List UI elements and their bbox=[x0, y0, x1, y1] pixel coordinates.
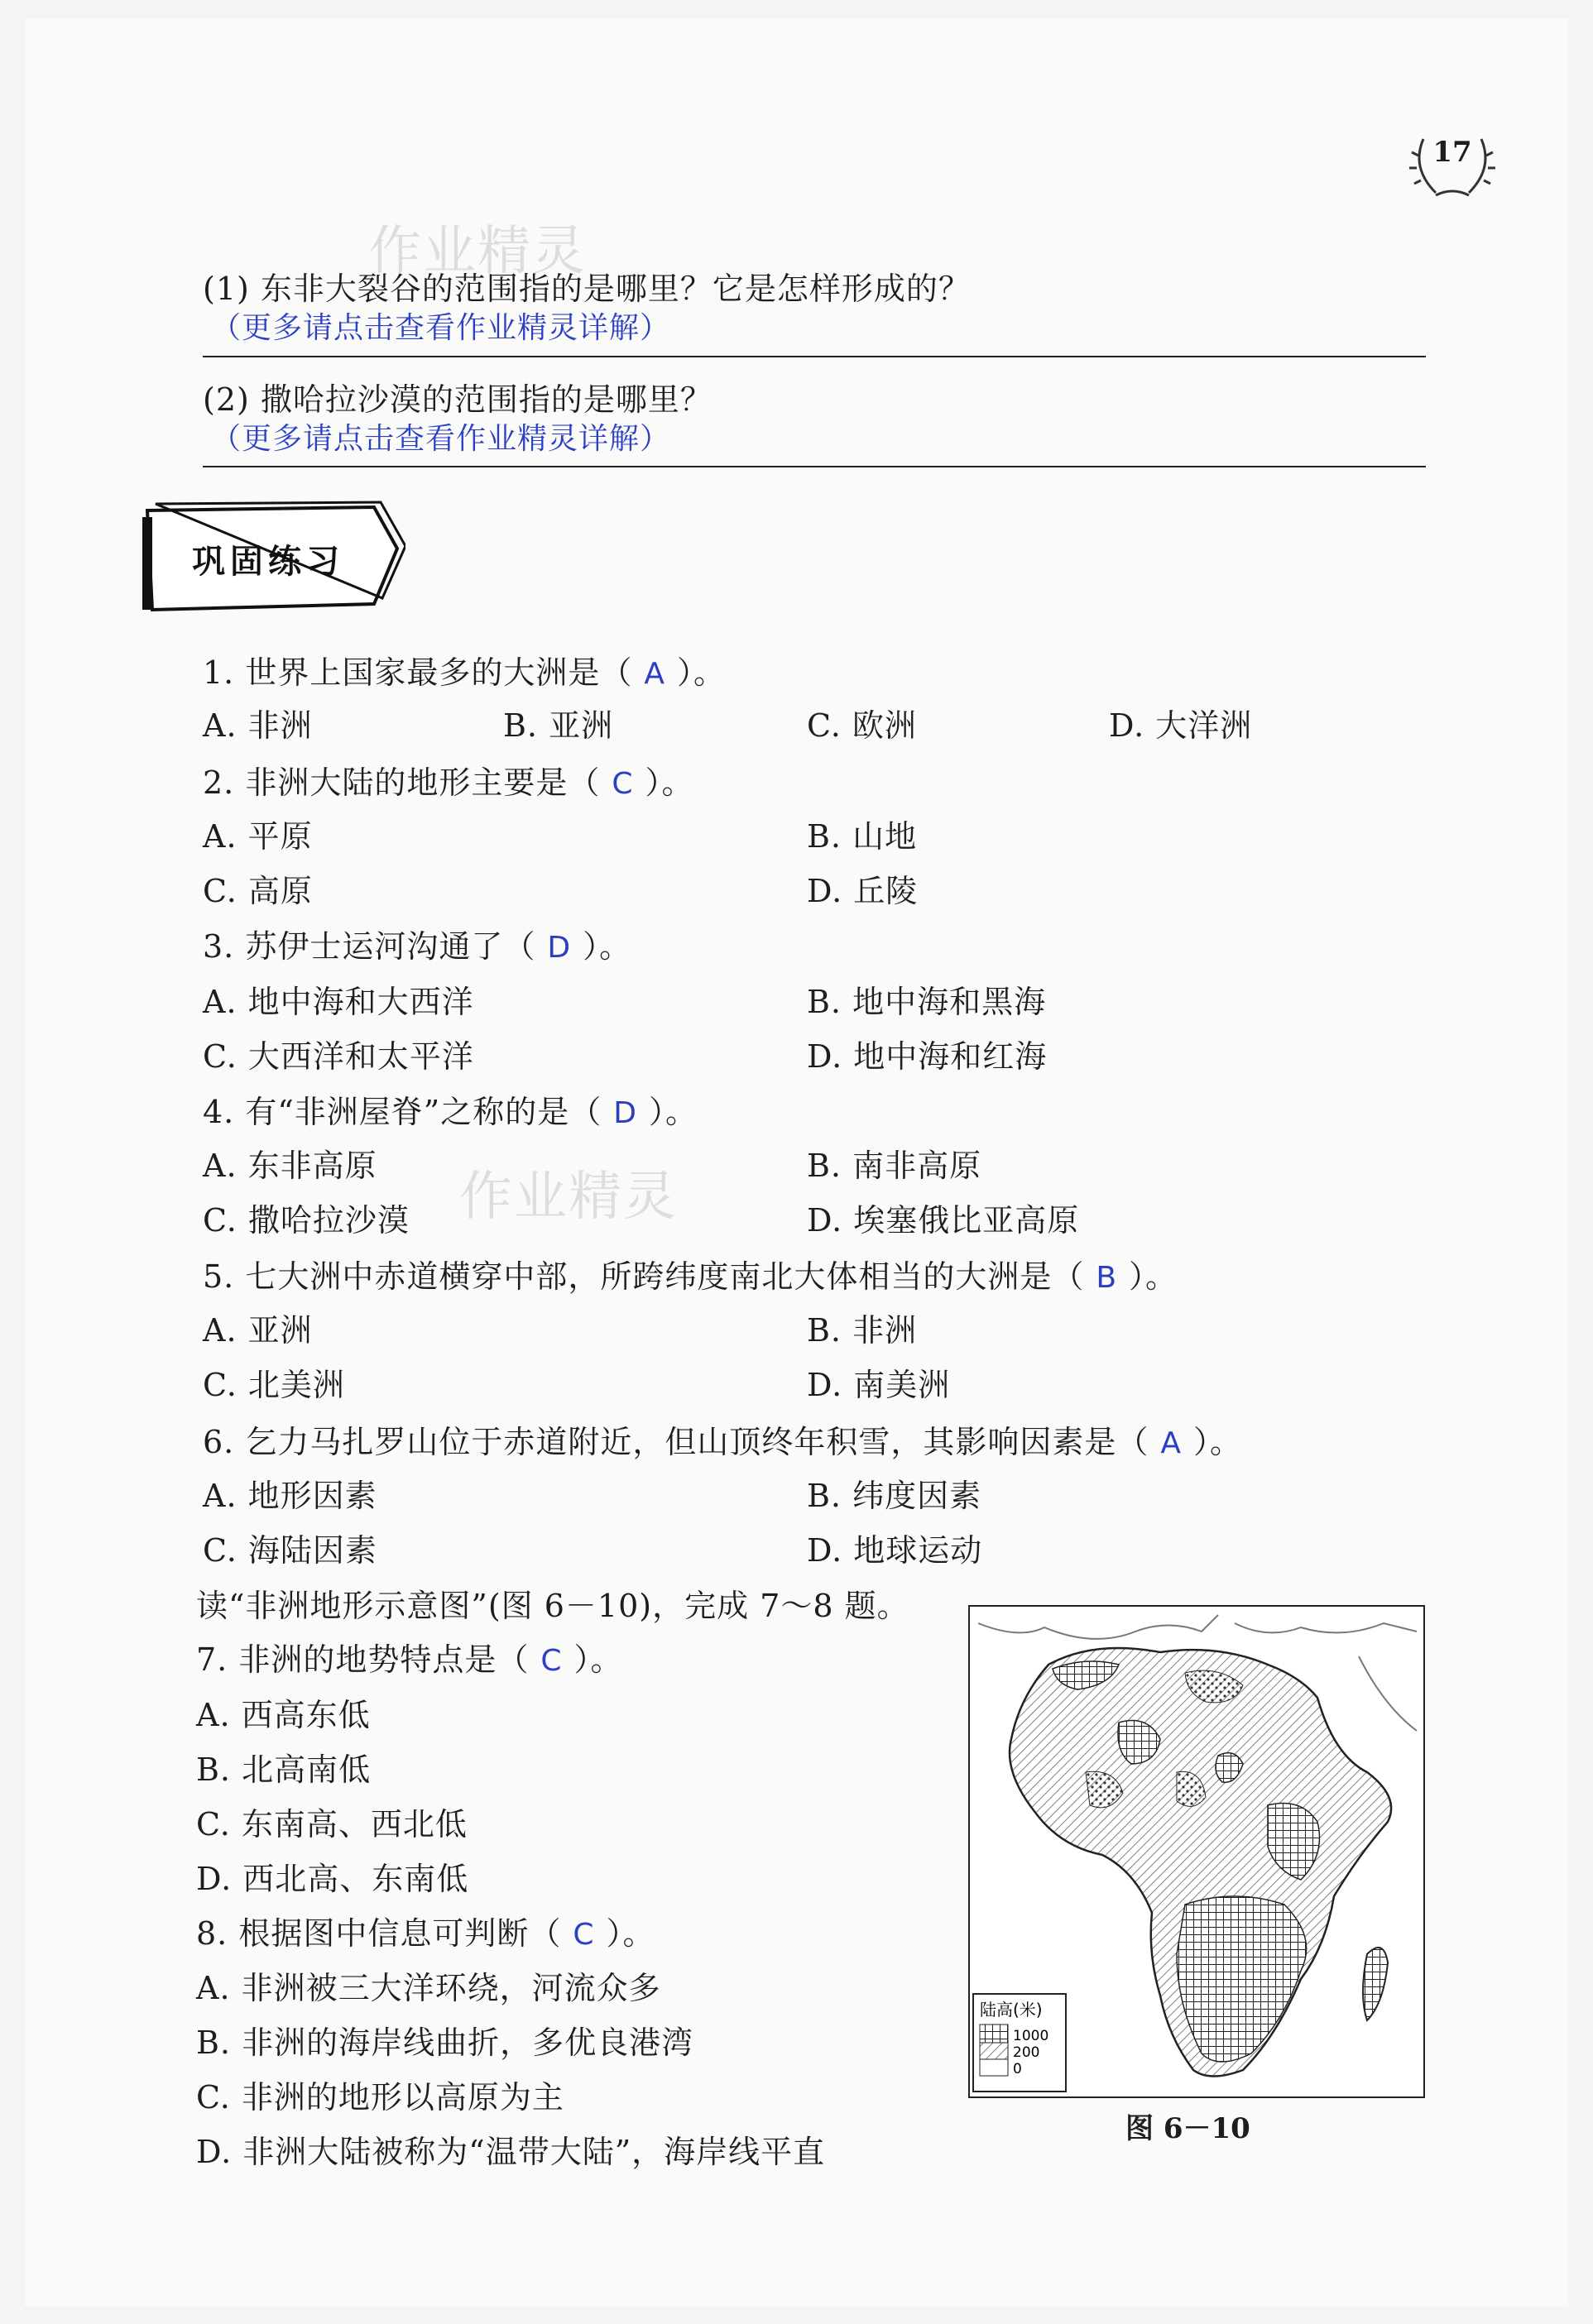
question-1-option: D. 大洋洲 bbox=[1109, 707, 1253, 744]
question-text-end: ）。 bbox=[645, 764, 694, 801]
question-4-option: B. 南非高原 bbox=[807, 1148, 982, 1184]
question-text: 6. 乞力马扎罗山位于赤道附近，但山顶终年积雪，其影响因素是（ bbox=[203, 1424, 1149, 1460]
question-2-option: C. 高原 bbox=[203, 873, 313, 909]
question-3-stem bbox=[203, 921, 631, 966]
legend-title: 陆高(米) bbox=[980, 2000, 1043, 2020]
question-6-option: B. 纬度因素 bbox=[807, 1478, 982, 1514]
africa-map-graphic bbox=[970, 1607, 1423, 2096]
legend-value-1000: 1000 bbox=[1013, 2028, 1049, 2044]
question-text-end: ）。 bbox=[606, 1915, 655, 1952]
q8-option: C. 非洲的地形以高原为主 bbox=[196, 2079, 564, 2116]
question-text: 1. 世界上国家最多的大洲是（ bbox=[203, 654, 633, 691]
question-4-stem bbox=[203, 1086, 698, 1132]
answer-choice: A bbox=[1160, 1426, 1182, 1460]
answer-choice: C bbox=[573, 1918, 595, 1952]
question-6-option: D. 地球运动 bbox=[807, 1532, 983, 1569]
question-1-option: B. 亚洲 bbox=[503, 707, 614, 744]
question-5-option: D. 南美洲 bbox=[807, 1367, 951, 1403]
question-2-stem bbox=[203, 757, 694, 803]
question-text: 5. 七大洲中赤道横穿中部，所跨纬度南北大体相当的大洲是（ bbox=[203, 1258, 1085, 1295]
page-number-badge bbox=[1407, 122, 1498, 205]
question-5-option: B. 非洲 bbox=[807, 1312, 918, 1349]
q8-option: A. 非洲被三大洋环绕，河流众多 bbox=[196, 1970, 661, 2006]
page-number: 17 bbox=[1432, 136, 1472, 169]
watermark: 作业精灵 bbox=[368, 221, 587, 282]
question-text: 7. 非洲的地势特点是（ bbox=[196, 1641, 530, 1678]
question-2-option: D. 丘陵 bbox=[807, 873, 919, 909]
intro-question-2-detail-link[interactable]: （更多请点击查看作业精灵详解） bbox=[211, 422, 671, 456]
question-1-option: A. 非洲 bbox=[203, 707, 313, 744]
question-3-option: C. 大西洋和太平洋 bbox=[203, 1038, 474, 1075]
q7-option: D. 西北高、东南低 bbox=[196, 1861, 469, 1897]
question-4-option: A. 东非高原 bbox=[203, 1148, 377, 1184]
question-3-option: B. 地中海和黑海 bbox=[807, 984, 1047, 1020]
question-text: 2. 非洲大陆的地形主要是（ bbox=[203, 764, 601, 801]
question-3-option: A. 地中海和大西洋 bbox=[203, 984, 474, 1020]
answer-choice: C bbox=[612, 767, 634, 801]
question-text-end: ）。 bbox=[1192, 1424, 1242, 1460]
question-text-end: ）。 bbox=[573, 1641, 623, 1678]
answer-choice: D bbox=[547, 931, 572, 965]
question-2-option: B. 山地 bbox=[807, 818, 918, 855]
question-2-option: A. 平原 bbox=[203, 818, 313, 855]
question-text-end: ）。 bbox=[676, 654, 726, 691]
question-6-option: A. 地形因素 bbox=[203, 1478, 377, 1514]
question-text: 8. 根据图中信息可判断（ bbox=[196, 1915, 562, 1952]
question-text: 3. 苏伊士运河沟通了（ bbox=[203, 928, 536, 965]
intro-question-2: (2) 撒哈拉沙漠的范围指的是哪里？ bbox=[203, 381, 713, 418]
read-prompt: 读“非洲地形示意图”(图 6－10)，完成 7～8 题。 bbox=[196, 1588, 909, 1624]
watermark: 作业精灵 bbox=[459, 1167, 678, 1228]
question-text: 4. 有“非洲屋脊”之称的是（ bbox=[203, 1094, 602, 1130]
section-header bbox=[132, 501, 405, 616]
intro-question-1-detail-link[interactable]: （更多请点击查看作业精灵详解） bbox=[211, 311, 671, 345]
legend-value-200: 200 bbox=[1013, 2044, 1040, 2061]
q7-option: B. 北高南低 bbox=[196, 1751, 372, 1788]
question-text-end: ）。 bbox=[648, 1094, 698, 1130]
question-text-end: ）。 bbox=[1129, 1258, 1178, 1295]
question-6-option: C. 海陆因素 bbox=[203, 1532, 377, 1569]
question-1-stem bbox=[203, 647, 726, 692]
q7-option: A. 西高东低 bbox=[196, 1697, 371, 1733]
question-text-end: ）。 bbox=[583, 928, 632, 965]
question-5-stem bbox=[203, 1251, 1178, 1296]
answer-line bbox=[203, 466, 1426, 467]
question-4-option: C. 撒哈拉沙漠 bbox=[203, 1202, 410, 1239]
question-1-option: C. 欧洲 bbox=[807, 707, 917, 744]
q8-option: D. 非洲大陆被称为“温带大陆”，海岸线平直 bbox=[196, 2134, 826, 2170]
q8-option: B. 非洲的海岸线曲折，多优良港湾 bbox=[196, 2025, 694, 2061]
africa-terrain-map bbox=[968, 1605, 1425, 2098]
answer-line bbox=[203, 356, 1426, 357]
q8-stem bbox=[196, 1908, 655, 1953]
answer-choice: C bbox=[540, 1644, 563, 1678]
question-6-stem bbox=[203, 1416, 1242, 1462]
q7-option: C. 东南高、西北低 bbox=[196, 1806, 468, 1842]
answer-choice: D bbox=[613, 1096, 637, 1130]
question-4-option: D. 埃塞俄比亚高原 bbox=[807, 1202, 1080, 1239]
question-5-option: C. 北美洲 bbox=[203, 1367, 345, 1403]
answer-choice: B bbox=[1096, 1261, 1118, 1295]
q7-stem bbox=[196, 1634, 623, 1680]
question-3-option: D. 地中海和红海 bbox=[807, 1038, 1048, 1075]
question-5-option: A. 亚洲 bbox=[203, 1312, 313, 1349]
answer-choice: A bbox=[644, 657, 665, 691]
legend-value-0: 0 bbox=[1013, 2061, 1022, 2077]
intro-question-1: (1) 东非大裂谷的范围指的是哪里？它是怎样形成的？ bbox=[203, 271, 971, 307]
figure-caption: 图 6－10 bbox=[1125, 2112, 1250, 2145]
section-title: 巩固练习 bbox=[192, 543, 344, 581]
